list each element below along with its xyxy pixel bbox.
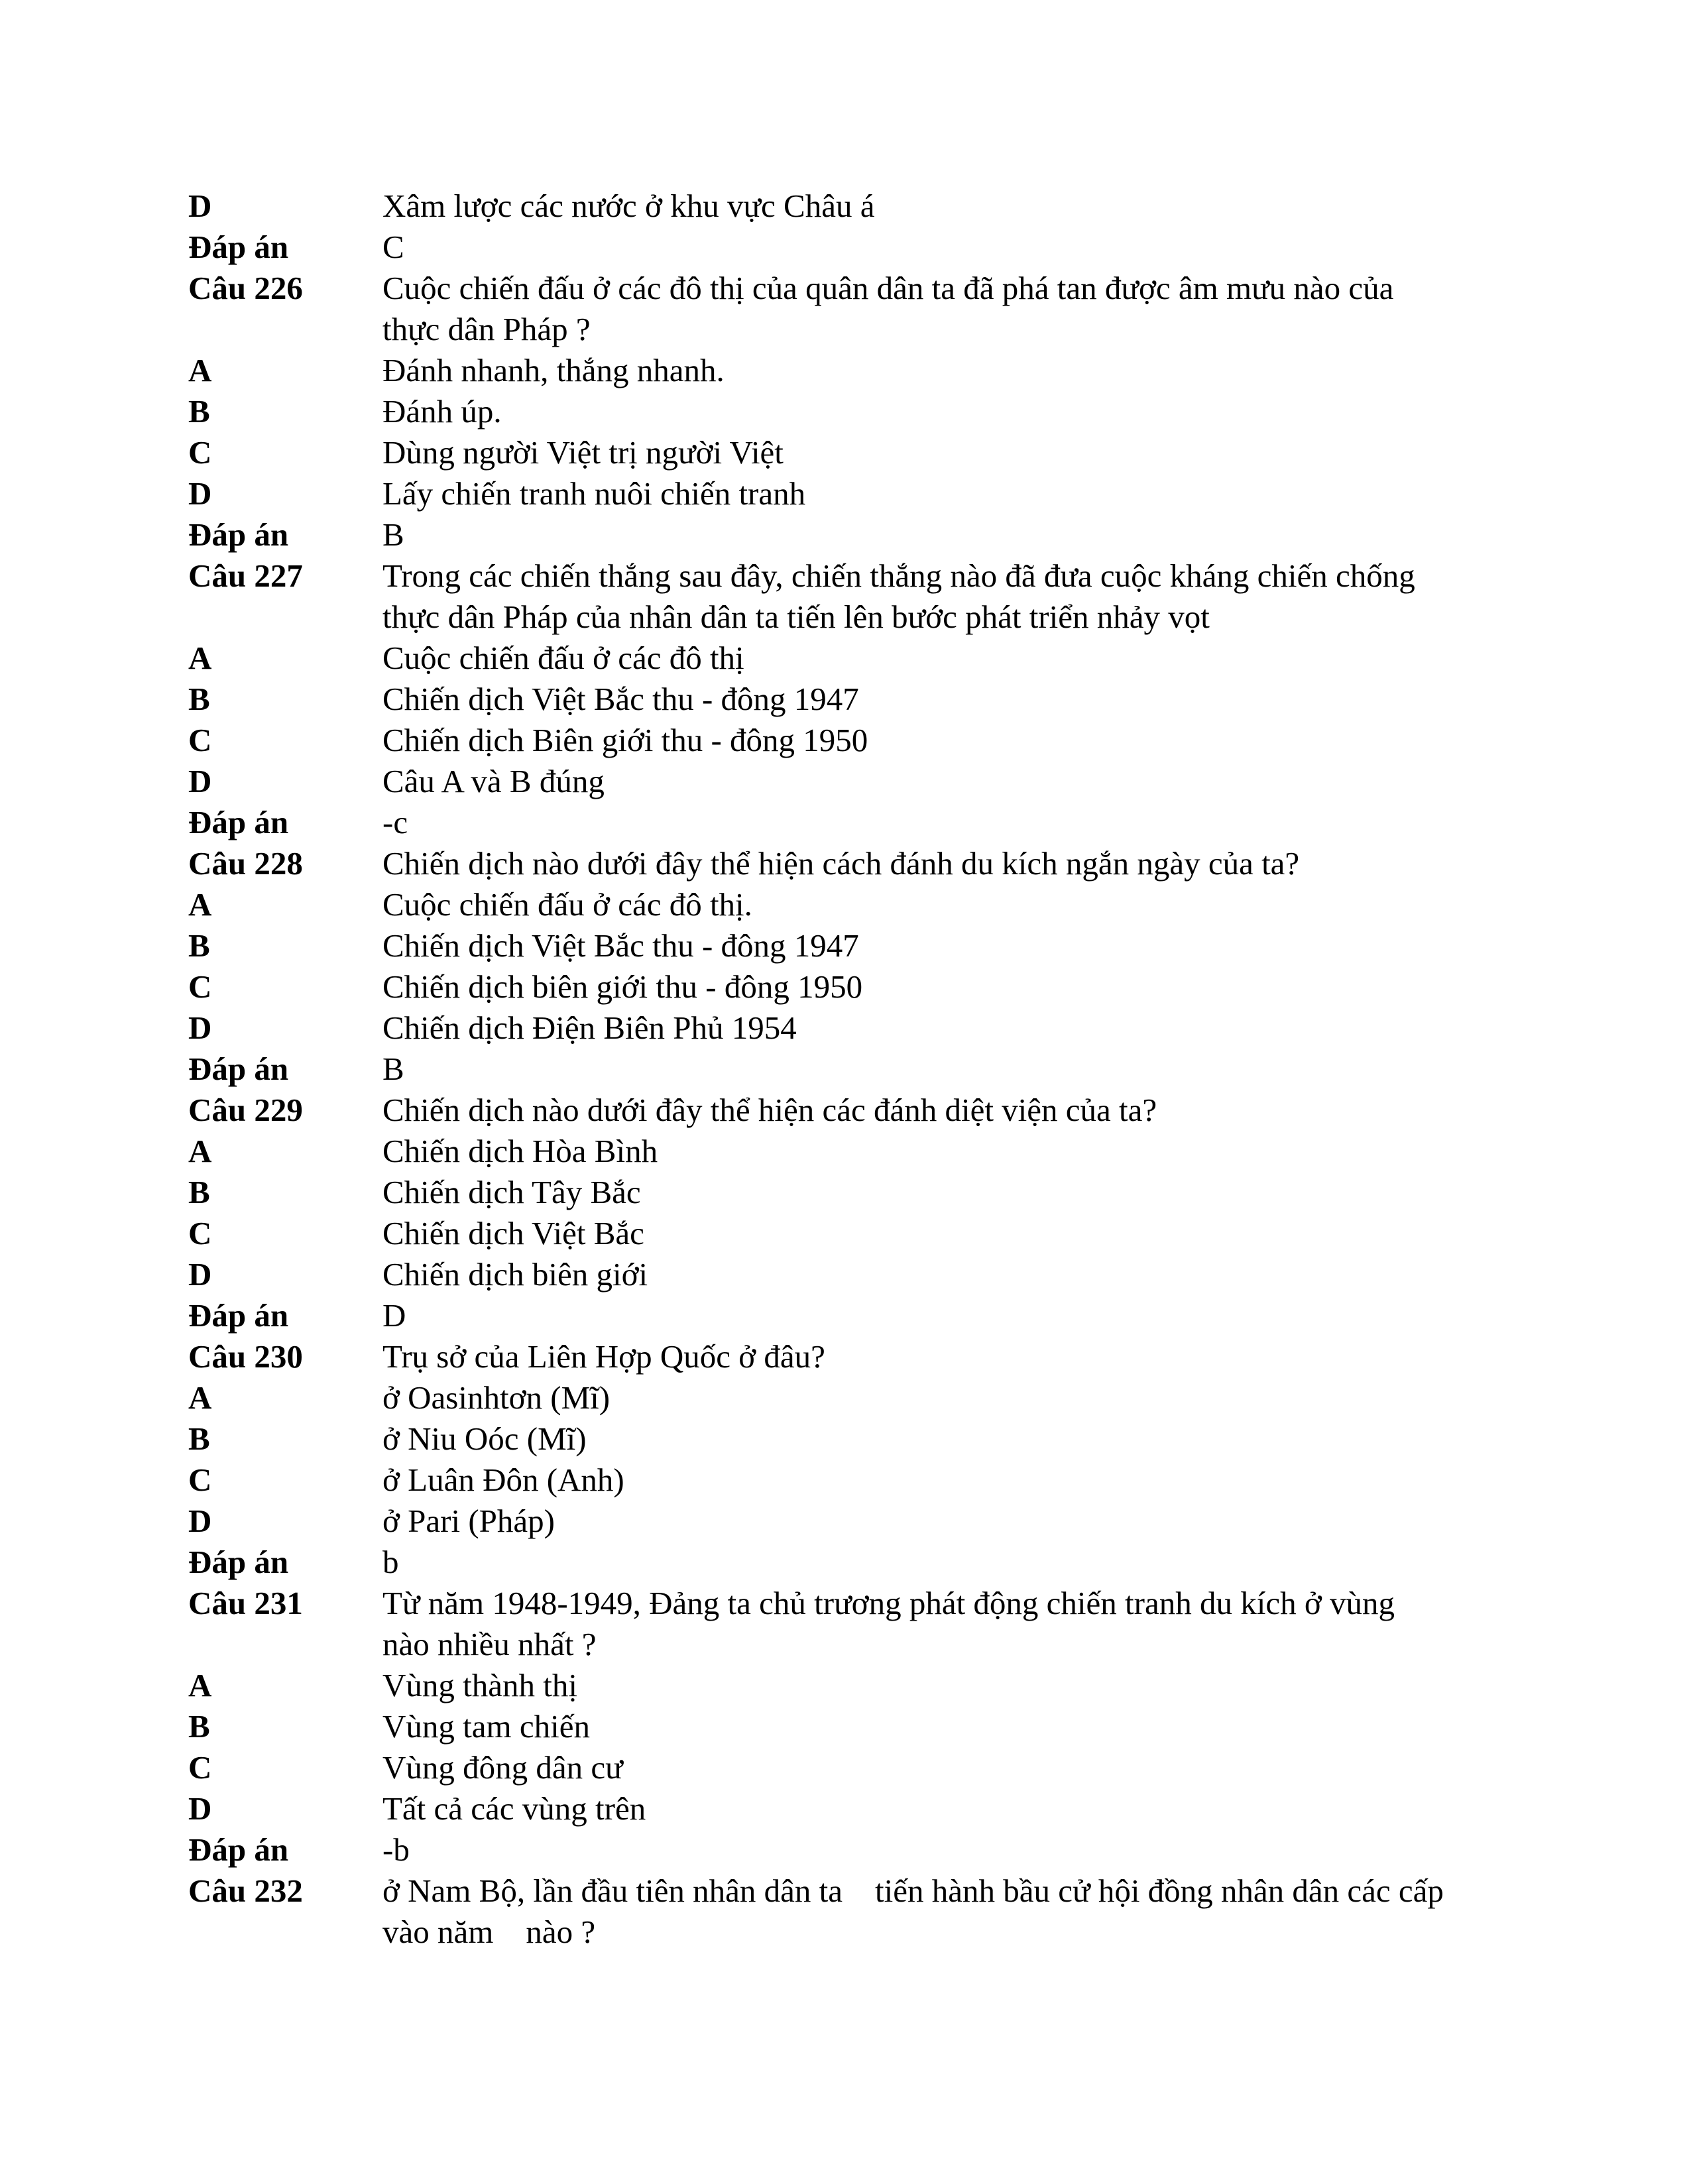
row-text: Trong các chiến thắng sau đây, chiến thắng nào đã đưa cuộc kháng chiến chống thực dân Pháp của nhân dân ta tiến lên bước phát triển nhảy vọt xyxy=(382,557,1424,635)
question-row xyxy=(188,1870,1452,1953)
question-row xyxy=(188,1418,1448,1460)
question-row xyxy=(188,350,1448,391)
row-text: Chiến dịch Tây Bắc xyxy=(382,1174,641,1210)
row-text: Đánh nhanh, thắng nhanh. xyxy=(382,352,725,388)
row-label: A xyxy=(188,640,212,676)
question-row xyxy=(188,720,1448,761)
row-text: Lấy chiến tranh nuôi chiến tranh xyxy=(382,475,806,512)
row-text: Cuộc chiến đấu ở các đô thị xyxy=(382,640,744,676)
question-row xyxy=(188,1747,1448,1788)
row-label: Đáp án xyxy=(188,1051,289,1087)
row-label: B xyxy=(188,393,210,430)
question-row xyxy=(188,1007,1448,1049)
row-label: C xyxy=(188,1749,212,1786)
row-text: -c xyxy=(382,804,408,840)
question-row xyxy=(188,638,1448,679)
row-label: A xyxy=(188,1133,212,1169)
row-label: A xyxy=(188,886,212,923)
row-label: Câu 230 xyxy=(188,1338,303,1375)
question-row xyxy=(188,1213,1448,1254)
row-text: Trụ sở của Liên Hợp Quốc ở đâu? xyxy=(382,1338,825,1375)
row-text: Cuộc chiến đấu ở các đô thị của quân dân ta đã phá tan được âm mưu nào của thực dân Pháp ? xyxy=(382,270,1402,347)
row-text: B xyxy=(382,516,404,553)
question-row xyxy=(188,391,1448,432)
question-row xyxy=(188,268,1448,350)
row-label: B xyxy=(188,681,210,717)
row-text: Vùng tam chiến xyxy=(382,1708,590,1745)
row-label: D xyxy=(188,1009,212,1046)
row-text: Chiến dịch nào dưới đây thể hiện cách đánh du kích ngắn ngày của ta? xyxy=(382,845,1300,882)
row-label: C xyxy=(188,968,212,1005)
question-row xyxy=(188,514,1448,555)
row-label: Câu 226 xyxy=(188,270,303,306)
question-row xyxy=(188,1049,1448,1090)
row-text: C xyxy=(382,229,404,265)
question-row xyxy=(188,432,1448,473)
row-label: Đáp án xyxy=(188,229,289,265)
row-label: Câu 232 xyxy=(188,1872,303,1909)
row-label: C xyxy=(188,1215,212,1251)
question-row xyxy=(188,884,1448,925)
question-row xyxy=(188,761,1448,802)
question-row xyxy=(188,1377,1448,1418)
row-text: Chiến dịch Việt Bắc xyxy=(382,1215,644,1251)
row-label: A xyxy=(188,1667,212,1703)
row-text: Tất cả các vùng trên xyxy=(382,1790,646,1827)
row-label: D xyxy=(188,188,212,224)
row-label: D xyxy=(188,1256,212,1293)
row-text: Vùng đông dân cư xyxy=(382,1749,623,1786)
row-label: B xyxy=(188,1420,210,1457)
question-row xyxy=(188,1583,1448,1665)
question-row xyxy=(188,1460,1448,1501)
row-text: Cuộc chiến đấu ở các đô thị. xyxy=(382,886,752,923)
row-text: ở Luân Đôn (Anh) xyxy=(382,1462,624,1498)
row-text: Chiến dịch Hòa Bình xyxy=(382,1133,658,1169)
row-label: A xyxy=(188,1379,212,1416)
question-row xyxy=(188,802,1448,843)
row-label: D xyxy=(188,763,212,799)
row-text: Chiến dịch nào dưới đây thể hiện các đánh diệt viện của ta? xyxy=(382,1092,1157,1128)
row-text: Dùng người Việt trị người Việt xyxy=(382,434,784,471)
question-row xyxy=(188,555,1448,638)
question-row xyxy=(188,1542,1448,1583)
question-row xyxy=(188,966,1448,1007)
row-label: Câu 227 xyxy=(188,557,303,594)
question-row xyxy=(188,925,1448,966)
row-label: Câu 229 xyxy=(188,1092,303,1128)
row-label: D xyxy=(188,1790,212,1827)
row-text: Câu A và B đúng xyxy=(382,763,605,799)
row-text: ở Niu Oóc (Mĩ) xyxy=(382,1420,587,1457)
row-label: Đáp án xyxy=(188,1544,289,1580)
row-label: Đáp án xyxy=(188,804,289,840)
row-text: Chiến dịch biên giới thu - đông 1950 xyxy=(382,968,863,1005)
question-row xyxy=(188,843,1448,884)
question-row xyxy=(188,1829,1448,1870)
row-text: Chiến dịch Biên giới thu - đông 1950 xyxy=(382,722,868,758)
question-row xyxy=(188,1665,1448,1706)
row-text: Xâm lược các nước ở khu vực Châu á xyxy=(382,188,875,224)
row-label: B xyxy=(188,1174,210,1210)
row-label: C xyxy=(188,722,212,758)
row-text: Chiến dịch Việt Bắc thu - đông 1947 xyxy=(382,927,859,964)
row-text: Chiến dịch Việt Bắc thu - đông 1947 xyxy=(382,681,859,717)
question-row xyxy=(188,1131,1448,1172)
row-text: Vùng thành thị xyxy=(382,1667,577,1703)
row-text: Đánh úp. xyxy=(382,393,502,430)
question-document xyxy=(188,186,1452,1953)
row-label: Câu 231 xyxy=(188,1585,303,1621)
row-label: B xyxy=(188,927,210,964)
row-text: b xyxy=(382,1544,399,1580)
question-row xyxy=(188,1090,1448,1131)
row-text: Chiến dịch biên giới xyxy=(382,1256,648,1293)
row-label: C xyxy=(188,1462,212,1498)
row-label: B xyxy=(188,1708,210,1745)
question-row xyxy=(188,473,1448,514)
row-text: B xyxy=(382,1051,404,1087)
row-text: ở Nam Bộ, lần đầu tiên nhân dân ta tiến hành bầu cử hội đồng nhân dân các cấp vào năm nào ? xyxy=(382,1872,1452,1950)
question-row xyxy=(188,679,1448,720)
row-label: A xyxy=(188,352,212,388)
row-label: Đáp án xyxy=(188,1831,289,1868)
question-row xyxy=(188,1254,1448,1295)
row-text: ở Oasinhtơn (Mĩ) xyxy=(382,1379,611,1416)
question-row xyxy=(188,186,1448,227)
row-label: Đáp án xyxy=(188,516,289,553)
question-row xyxy=(188,1172,1448,1213)
question-row xyxy=(188,1295,1448,1336)
question-row xyxy=(188,1501,1448,1542)
row-text: D xyxy=(382,1297,406,1334)
row-text: ở Pari (Pháp) xyxy=(382,1503,555,1539)
row-text: Chiến dịch Điện Biên Phủ 1954 xyxy=(382,1009,797,1046)
row-text: Từ năm 1948-1949, Đảng ta chủ trương phát động chiến tranh du kích ở vùng nào nhiều nhất ? xyxy=(382,1585,1403,1662)
row-label: D xyxy=(188,1503,212,1539)
question-row xyxy=(188,1706,1448,1747)
row-label: Đáp án xyxy=(188,1297,289,1334)
question-row xyxy=(188,1788,1448,1829)
row-label: Câu 228 xyxy=(188,845,303,882)
question-row xyxy=(188,227,1448,268)
row-label: C xyxy=(188,434,212,471)
row-label: D xyxy=(188,475,212,512)
question-row xyxy=(188,1336,1448,1377)
row-text: -b xyxy=(382,1831,410,1868)
